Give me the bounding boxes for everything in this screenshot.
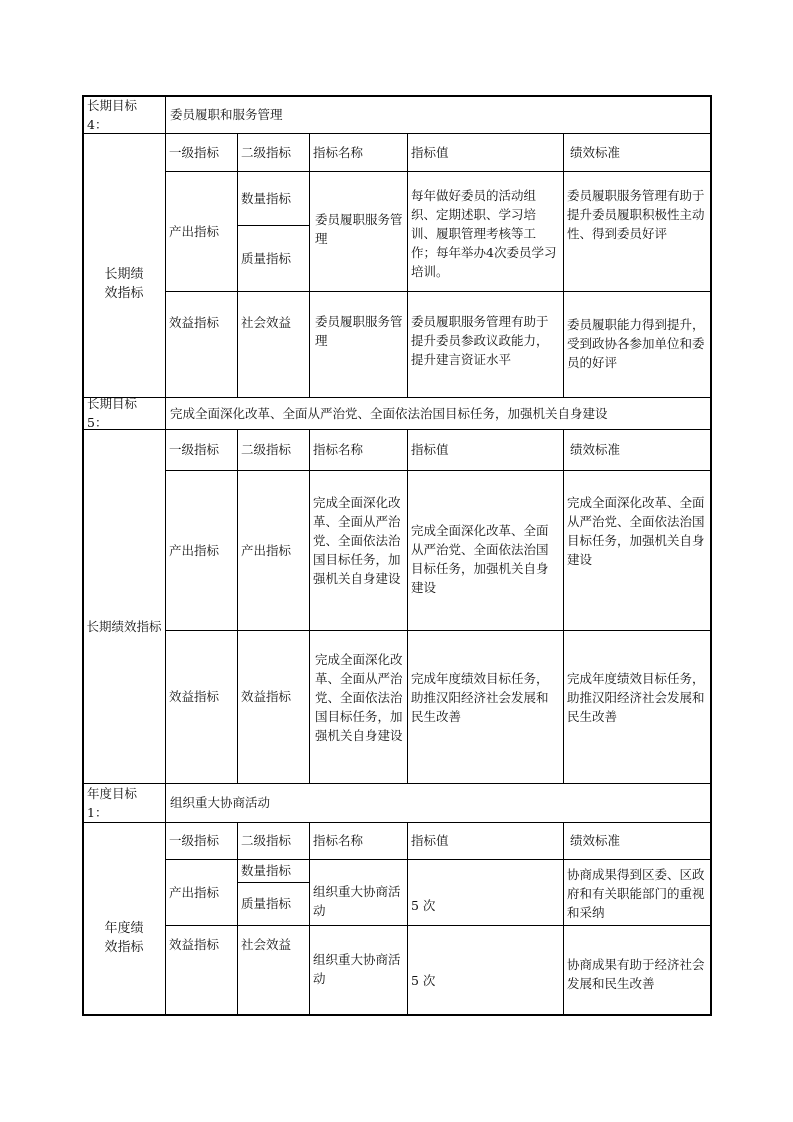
header-level2: 二级指标 [241,442,292,457]
group-label: 长期绩效指标 [104,267,144,301]
header-value: 指标值 [411,144,449,160]
benefit-level1: 效益指标 [169,314,220,330]
goal-text: 完成全面深化改革、全面从严治党、全面依法治国目标任务，加强机关自身建设 [170,405,608,421]
header-standard: 绩效标准 [570,833,621,848]
header-level1: 一级指标 [169,144,220,160]
header-standard: 绩效标准 [570,442,621,457]
header-name: 指标名称 [313,144,364,160]
benefit-level2: 效益指标 [241,688,292,704]
grid-line [407,429,408,783]
goal-label: 长期目标 4： [87,97,138,132]
benefit-standard: 完成年度绩效目标任务，助推汉阳经济社会发展和民生改善 [567,671,705,724]
grid-line [309,429,310,783]
benefit-value: 完成年度绩效目标任务，助推汉阳经济社会发展和民生改善 [411,671,549,724]
header-level2: 二级指标 [241,833,292,848]
output-level2-quality: 质量指标 [241,896,292,911]
header-value: 指标值 [411,442,449,457]
header-standard: 绩效标准 [570,144,621,160]
benefit-name: 组织重大协商活动 [313,952,401,986]
benefit-value: 委员履职服务管理有助于提升委员参政议政能力，提升建言资证水平 [411,314,549,367]
output-standard: 完成全面深化改革、全面从严治党、全面依法治国目标任务，加强机关自身建设 [567,495,705,567]
goal-label: 长期目标 5： [87,396,138,430]
output-level1: 产出指标 [169,884,220,900]
group-label: 年度绩效指标 [104,920,144,955]
benefit-level1: 效益指标 [169,936,220,952]
grid-line [563,429,564,783]
header-level2: 二级指标 [241,144,292,160]
output-value: 5 次 [411,897,436,913]
output-name: 组织重大协商活动 [313,884,401,918]
output-level2-quantity: 数量指标 [241,190,292,206]
output-value: 每年做好委员的活动组织、定期述职、学习培训、履职管理考核等工作；每年举办4次委员学习培训。 [411,188,557,279]
header-name: 指标名称 [313,442,364,457]
output-name: 完成全面深化改革、全面从严治党、全面依法治国目标任务，加强机关自身建设 [313,495,401,586]
header-name: 指标名称 [313,833,364,848]
goal-label: 年度目标 1： [87,785,138,820]
output-level2-quality: 质量指标 [241,250,292,266]
output-standard: 委员履职服务管理有助于提升委员履职积极性主动性、得到委员好评 [567,188,705,241]
benefit-level2: 社会效益 [241,936,292,952]
group-label: 长期绩效指标 [86,619,162,634]
grid-line [309,133,310,397]
goal-text: 委员履职和服务管理 [170,107,283,122]
output-value: 完成全面深化改革、全面从严治党、全面依法治国目标任务，加强机关自身建设 [411,523,549,595]
benefit-value: 5 次 [411,972,436,988]
benefit-standard: 协商成果有助于经济社会发展和民生改善 [567,957,705,991]
benefit-standard: 委员履职能力得到提升，受到政协各参加单位和委员的好评 [567,317,705,370]
goal-text: 组织重大协商活动 [170,795,271,810]
header-value: 指标值 [411,833,449,848]
benefit-name: 完成全面深化改革、全面从严治党、全面依法治国目标任务，加强机关自身建设 [315,652,403,743]
header-level1: 一级指标 [169,833,220,848]
output-standard: 协商成果得到区委、区政府和有关职能部门的重视和采纳 [567,867,705,920]
benefit-level2: 社会效益 [241,314,292,330]
output-name: 委员履职服务管理 [315,212,403,246]
output-level2-quantity: 数量指标 [241,863,292,878]
output-level1: 产出指标 [169,542,220,558]
header-level1: 一级指标 [169,442,220,457]
benefit-level1: 效益指标 [169,688,220,704]
output-level2: 产出指标 [241,542,292,558]
benefit-name: 委员履职服务管理 [315,314,403,348]
output-level1: 产出指标 [169,223,220,239]
